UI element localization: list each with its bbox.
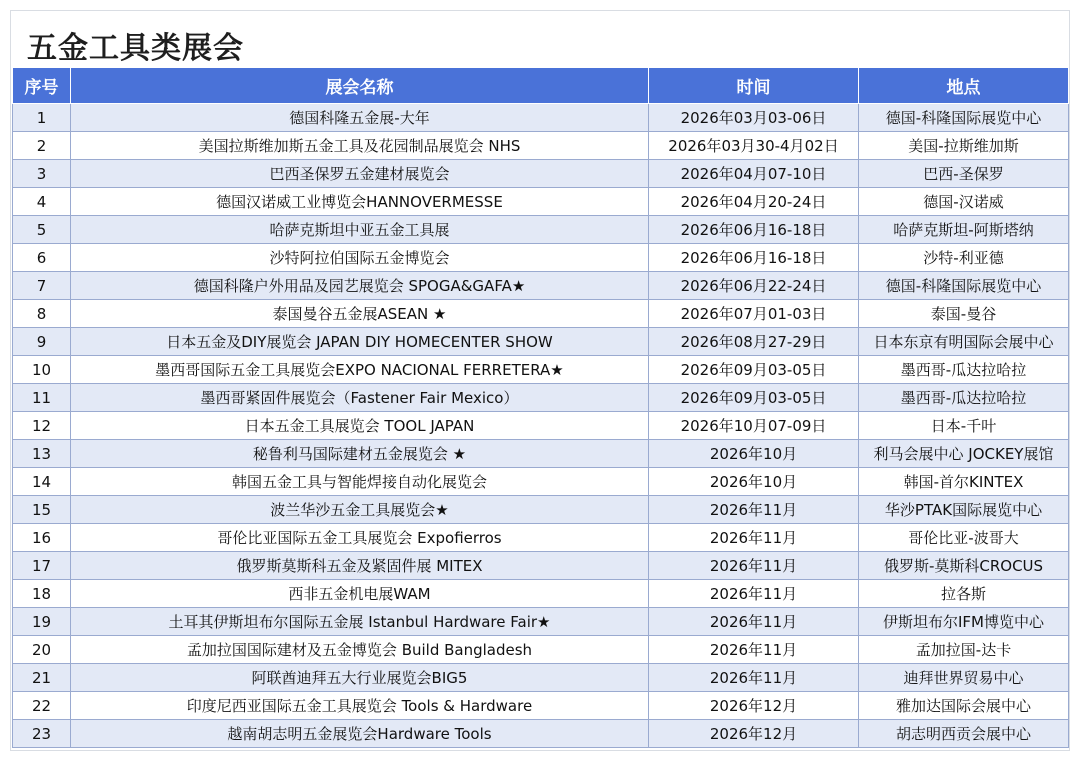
cell-exhibition-name: 巴西圣保罗五金建材展览会: [71, 160, 649, 188]
cell-time: 2026年09月03-05日: [649, 356, 859, 384]
cell-time: 2026年08月27-29日: [649, 328, 859, 356]
exhibition-table: [12, 67, 1069, 748]
cell-time: 2026年11月: [649, 636, 859, 664]
table-row: [13, 692, 1069, 720]
table-row: [13, 216, 1069, 244]
table-row: [13, 272, 1069, 300]
cell-location: 伊斯坦布尔IFM博览中心: [859, 608, 1069, 636]
cell-exhibition-name: 土耳其伊斯坦布尔国际五金展 Istanbul Hardware Fair★: [71, 608, 649, 636]
table-row: [13, 300, 1069, 328]
cell-time: 2026年06月16-18日: [649, 216, 859, 244]
table-row: [13, 636, 1069, 664]
cell-exhibition-name: 墨西哥国际五金工具展览会EXPO NACIONAL FERRETERA★: [71, 356, 649, 384]
header-name: 展会名称: [71, 68, 649, 104]
cell-location: 利马会展中心 JOCKEY展馆: [859, 440, 1069, 468]
cell-location: 美国-拉斯维加斯: [859, 132, 1069, 160]
table-row: [13, 552, 1069, 580]
cell-time: 2026年06月16-18日: [649, 244, 859, 272]
table-row: [13, 496, 1069, 524]
cell-exhibition-name: 日本五金及DIY展览会 JAPAN DIY HOMECENTER SHOW: [71, 328, 649, 356]
header-index: 序号: [13, 68, 71, 104]
header-location: 地点: [859, 68, 1069, 104]
cell-index: 9: [13, 328, 71, 356]
cell-location: 拉各斯: [859, 580, 1069, 608]
cell-time: 2026年03月30-4月02日: [649, 132, 859, 160]
cell-time: 2026年11月: [649, 608, 859, 636]
table-row: [13, 188, 1069, 216]
table-row: [13, 244, 1069, 272]
table-row: [13, 440, 1069, 468]
table-body: [13, 104, 1069, 748]
table-row: [13, 104, 1069, 132]
table-row: [13, 664, 1069, 692]
cell-location: 迪拜世界贸易中心: [859, 664, 1069, 692]
cell-index: 11: [13, 384, 71, 412]
cell-exhibition-name: 沙特阿拉伯国际五金博览会: [71, 244, 649, 272]
cell-exhibition-name: 孟加拉国国际建材及五金博览会 Build Bangladesh: [71, 636, 649, 664]
cell-location: 泰国-曼谷: [859, 300, 1069, 328]
table-row: [13, 608, 1069, 636]
cell-index: 6: [13, 244, 71, 272]
cell-location: 韩国-首尔KINTEX: [859, 468, 1069, 496]
cell-exhibition-name: 哥伦比亚国际五金工具展览会 Expofierros: [71, 524, 649, 552]
cell-index: 23: [13, 720, 71, 748]
cell-exhibition-name: 墨西哥紧固件展览会（Fastener Fair Mexico）: [71, 384, 649, 412]
table-row: [13, 580, 1069, 608]
cell-time: 2026年11月: [649, 496, 859, 524]
cell-time: 2026年10月07-09日: [649, 412, 859, 440]
table-row: [13, 720, 1069, 748]
cell-index: 21: [13, 664, 71, 692]
cell-time: 2026年09月03-05日: [649, 384, 859, 412]
cell-location: 墨西哥-瓜达拉哈拉: [859, 384, 1069, 412]
cell-time: 2026年12月: [649, 692, 859, 720]
cell-exhibition-name: 韩国五金工具与智能焊接自动化展览会: [71, 468, 649, 496]
cell-index: 4: [13, 188, 71, 216]
cell-location: 华沙PTAK国际展览中心: [859, 496, 1069, 524]
page-title: 五金工具类展会: [27, 31, 244, 66]
table-row: [13, 524, 1069, 552]
table-row: [13, 132, 1069, 160]
table-row: [13, 328, 1069, 356]
cell-time: 2026年03月03-06日: [649, 104, 859, 132]
table-row: [13, 356, 1069, 384]
cell-time: 2026年10月: [649, 440, 859, 468]
cell-location: 德国-汉诺威: [859, 188, 1069, 216]
cell-time: 2026年10月: [649, 468, 859, 496]
cell-exhibition-name: 德国科隆五金展-大年: [71, 104, 649, 132]
cell-time: 2026年12月: [649, 720, 859, 748]
cell-location: 孟加拉国-达卡: [859, 636, 1069, 664]
cell-exhibition-name: 印度尼西亚国际五金工具展览会 Tools & Hardware: [71, 692, 649, 720]
cell-time: 2026年11月: [649, 580, 859, 608]
table-row: [13, 468, 1069, 496]
cell-index: 19: [13, 608, 71, 636]
cell-exhibition-name: 德国汉诺威工业博览会HANNOVERMESSE: [71, 188, 649, 216]
cell-exhibition-name: 西非五金机电展WAM: [71, 580, 649, 608]
cell-index: 3: [13, 160, 71, 188]
cell-location: 日本东京有明国际会展中心: [859, 328, 1069, 356]
cell-exhibition-name: 越南胡志明五金展览会Hardware Tools: [71, 720, 649, 748]
cell-exhibition-name: 秘鲁利马国际建材五金展览会 ★: [71, 440, 649, 468]
cell-index: 7: [13, 272, 71, 300]
cell-index: 18: [13, 580, 71, 608]
cell-location: 墨西哥-瓜达拉哈拉: [859, 356, 1069, 384]
cell-index: 12: [13, 412, 71, 440]
table-row: [13, 412, 1069, 440]
cell-index: 13: [13, 440, 71, 468]
cell-index: 10: [13, 356, 71, 384]
cell-index: 1: [13, 104, 71, 132]
cell-location: 德国-科隆国际展览中心: [859, 272, 1069, 300]
header-time: 时间: [649, 68, 859, 104]
cell-location: 沙特-利亚德: [859, 244, 1069, 272]
cell-index: 8: [13, 300, 71, 328]
cell-time: 2026年11月: [649, 524, 859, 552]
cell-location: 巴西-圣保罗: [859, 160, 1069, 188]
cell-index: 14: [13, 468, 71, 496]
cell-exhibition-name: 波兰华沙五金工具展览会★: [71, 496, 649, 524]
cell-exhibition-name: 俄罗斯莫斯科五金及紧固件展 MITEX: [71, 552, 649, 580]
cell-time: 2026年06月22-24日: [649, 272, 859, 300]
cell-index: 16: [13, 524, 71, 552]
cell-location: 胡志明西贡会展中心: [859, 720, 1069, 748]
cell-index: 5: [13, 216, 71, 244]
cell-time: 2026年04月07-10日: [649, 160, 859, 188]
cell-exhibition-name: 日本五金工具展览会 TOOL JAPAN: [71, 412, 649, 440]
cell-exhibition-name: 泰国曼谷五金展ASEAN ★: [71, 300, 649, 328]
cell-exhibition-name: 德国科隆户外用品及园艺展览会 SPOGA&GAFA★: [71, 272, 649, 300]
cell-exhibition-name: 哈萨克斯坦中亚五金工具展: [71, 216, 649, 244]
cell-time: 2026年07月01-03日: [649, 300, 859, 328]
cell-time: 2026年11月: [649, 552, 859, 580]
cell-location: 雅加达国际会展中心: [859, 692, 1069, 720]
table-row: [13, 384, 1069, 412]
cell-index: 2: [13, 132, 71, 160]
cell-exhibition-name: 阿联酋迪拜五大行业展览会BIG5: [71, 664, 649, 692]
cell-index: 17: [13, 552, 71, 580]
cell-index: 20: [13, 636, 71, 664]
cell-index: 15: [13, 496, 71, 524]
table-row: [13, 160, 1069, 188]
cell-index: 22: [13, 692, 71, 720]
cell-time: 2026年11月: [649, 664, 859, 692]
cell-location: 哈萨克斯坦-阿斯塔纳: [859, 216, 1069, 244]
table-header-row: [13, 68, 1069, 104]
cell-time: 2026年04月20-24日: [649, 188, 859, 216]
cell-location: 俄罗斯-莫斯科CROCUS: [859, 552, 1069, 580]
cell-location: 德国-科隆国际展览中心: [859, 104, 1069, 132]
cell-location: 日本-千叶: [859, 412, 1069, 440]
cell-location: 哥伦比亚-波哥大: [859, 524, 1069, 552]
cell-exhibition-name: 美国拉斯维加斯五金工具及花园制品展览会 NHS: [71, 132, 649, 160]
